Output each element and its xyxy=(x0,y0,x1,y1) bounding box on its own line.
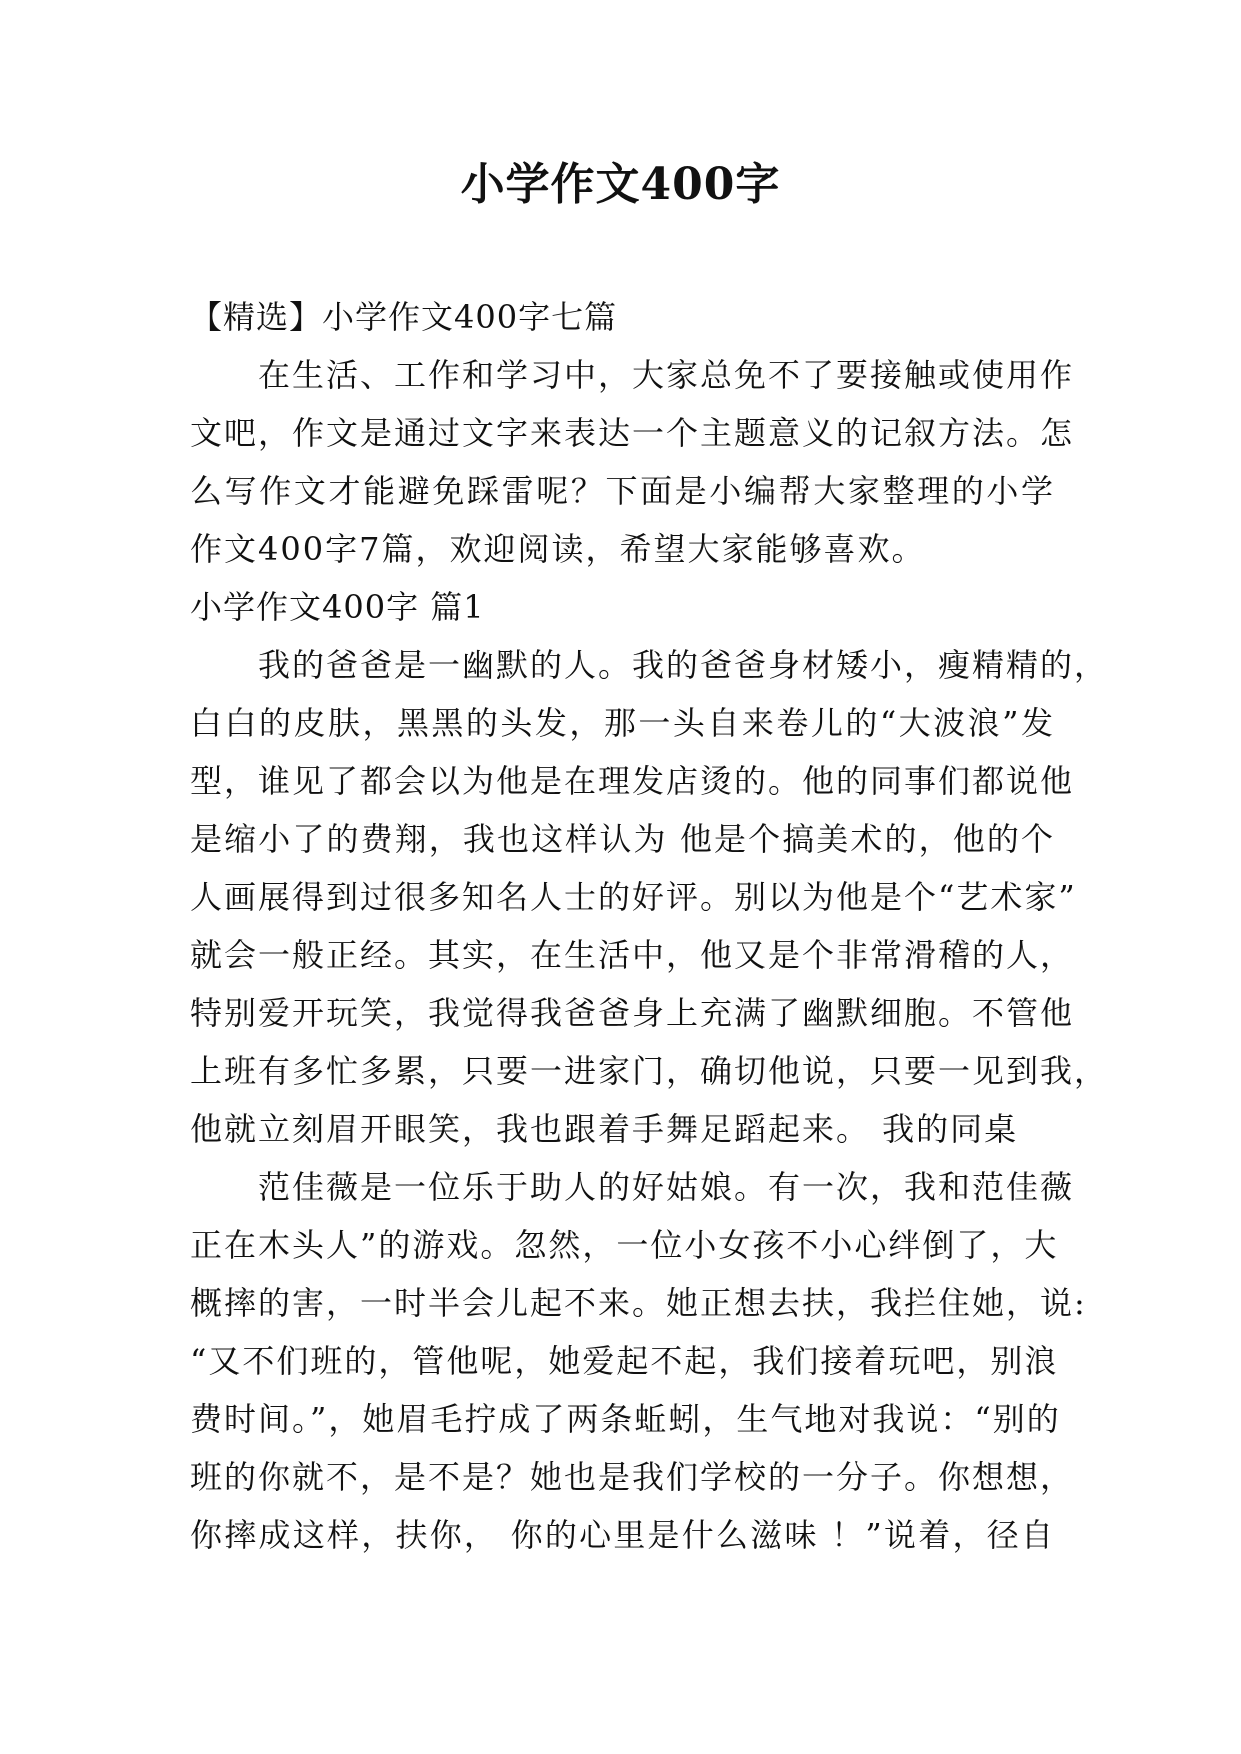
text-line: 他就立刻眉开眼笑，我也跟着手舞足蹈起来。 我的同桌 xyxy=(190,1110,1019,1148)
text-line: 就会一般正经。其实，在生活中，他又是个非常滑稽的人， xyxy=(190,936,1075,974)
text-line: 在生活、工作和学习中，大家总免不了要接触或使用作 xyxy=(258,356,1075,394)
text-line: 班的你就不，是不是？她也是我们学校的一分子。你想想， xyxy=(190,1458,1075,1496)
text-line: 么写作文才能避免踩雷呢？下面是小编帮大家整理的小学 xyxy=(190,472,1055,510)
section-heading: 小学作文400字 篇1 xyxy=(190,588,485,626)
text-line: 是缩小了的费翔，我也这样认为 他是个搞美术的，他的个 xyxy=(190,820,1055,858)
text-line: 你摔成这样，扶你， 你的心里是什么滋味 ！”说着，径自 xyxy=(190,1516,1055,1554)
text-line: 特别爱开玩笑，我觉得我爸爸身上充满了幽默细胞。不管他 xyxy=(190,994,1075,1032)
text-line: 型，谁见了都会以为他是在理发店烫的。他的同事们都说他 xyxy=(190,762,1075,800)
text-line: 费时间。”，她眉毛拧成了两条蚯蚓，生气地对我说：“别的 xyxy=(190,1400,1061,1438)
text-line: 人画展得到过很多知名人士的好评。别以为他是个“艺术家” xyxy=(190,878,1077,916)
text-line: 正在木头人”的游戏。忽然，一位小女孩不小心绊倒了，大 xyxy=(190,1226,1059,1264)
text-line: 概摔的害，一时半会儿起不来。她正想去扶，我拦住她，说: xyxy=(190,1284,1087,1322)
text-line: 上班有多忙多累，只要一进家门，确切他说，只要一见到我， xyxy=(190,1052,1109,1090)
text-line: “又不们班的，管他呢，她爱起不起，我们接着玩吧，别浪 xyxy=(190,1342,1059,1380)
text-line: 作文400字7篇，欢迎阅读，希望大家能够喜欢。 xyxy=(190,530,926,568)
text-line: 文吧，作文是通过文字来表达一个主题意义的记叙方法。怎 xyxy=(190,414,1075,452)
text-line: 范佳薇是一位乐于助人的好姑娘。有一次，我和范佳薇 xyxy=(258,1168,1075,1206)
text-line: 我的爸爸是一幽默的人。我的爸爸身材矮小，瘦精精的， xyxy=(258,646,1109,684)
page-title: 小学作文400字 xyxy=(460,159,781,210)
text-line: 白白的皮肤，黑黑的头发，那一头自来卷儿的“大波浪”发 xyxy=(190,704,1055,742)
document-body xyxy=(190,288,1109,1564)
section-heading: 【精选】小学作文400字七篇 xyxy=(190,298,618,336)
